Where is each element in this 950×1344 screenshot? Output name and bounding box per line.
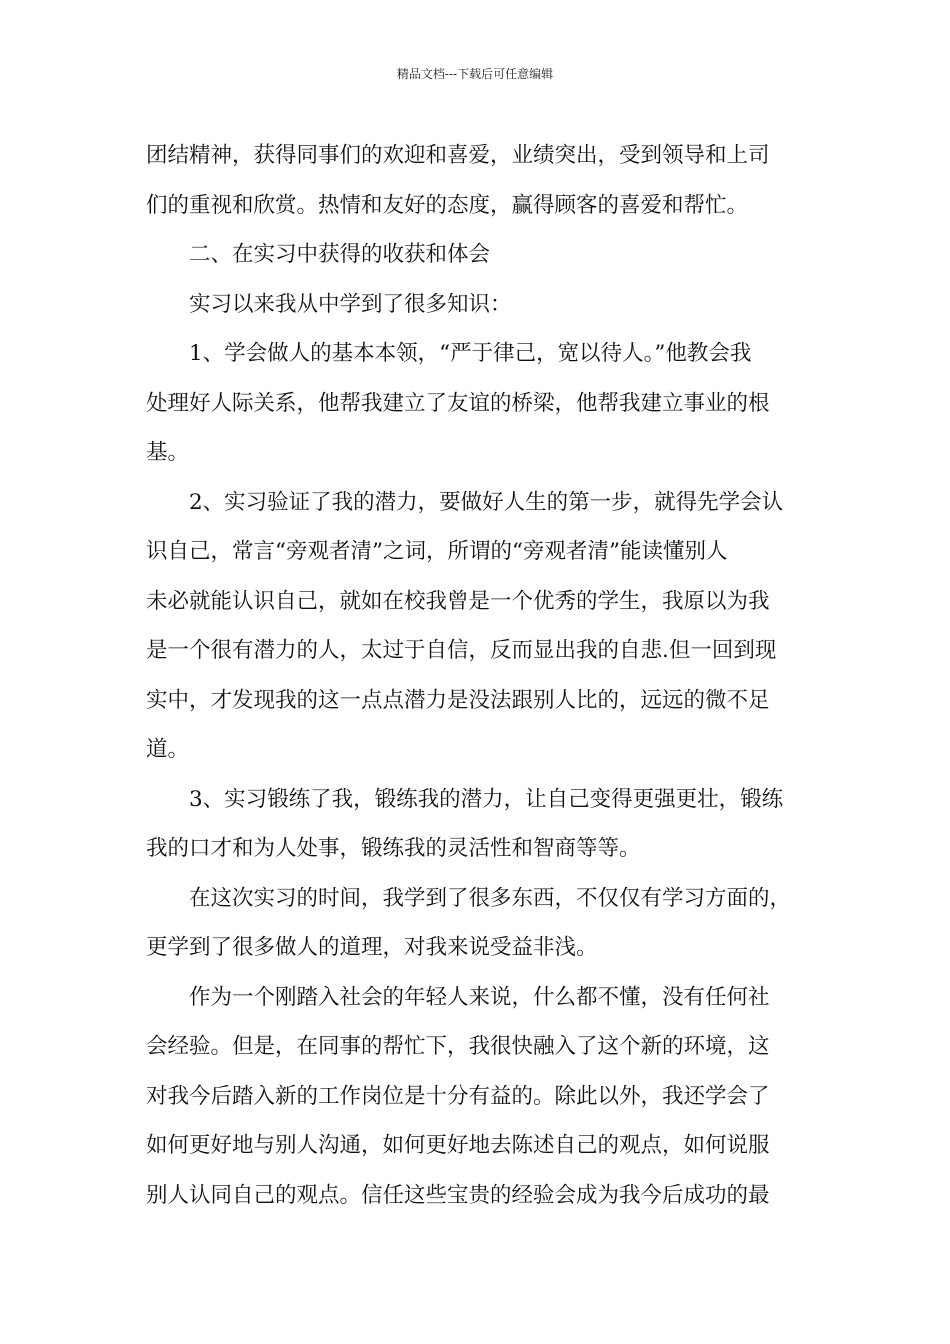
text-line: 是一个很有潜力的人，太过于自信，反而显出我的自悲.但一回到现: [146, 638, 777, 663]
text-line: 道。: [146, 737, 190, 762]
section-heading: 二、在实习中获得的收获和体会: [146, 242, 491, 267]
text-line: 如何更好地与别人沟通，如何更好地去陈述自己的观点，如何说服: [146, 1133, 770, 1158]
text-line: 识自己，常言“旁观者清”之词，所谓的“旁观者清”能读懂别人: [146, 539, 728, 564]
text-line: 会经验。但是，在同事的帮忙下，我很快融入了这个新的环境，这: [146, 1034, 770, 1059]
text-line: 1、学会做人的基本本领，“严于律己，宽以待人。”他教会我: [146, 341, 752, 366]
text-line: 别人认同自己的观点。信任这些宝贵的经验会成为我今后成功的最: [146, 1182, 770, 1208]
text-line: 实中，才发现我的这一点点潜力是没法跟别人比的，远远的微不足: [146, 687, 770, 713]
document-body: [146, 131, 814, 1220]
text-line: 处理好人际关系，他帮我建立了友谊的桥梁，他帮我建立事业的根: [146, 390, 770, 416]
text-line: 未必就能认识自己，就如在校我曾是一个优秀的学生，我原以为我: [146, 588, 770, 614]
page-header: 精品文档---下载后可任意编辑: [396, 67, 554, 81]
text-line: 实习以来我从中学到了很多知识：: [146, 291, 512, 317]
text-line: 更学到了很多做人的道理，对我来说受益非浅。: [146, 935, 598, 960]
text-line: 作为一个刚踏入社会的年轻人来说，什么都不懂，没有任何社: [146, 984, 770, 1010]
text-line: 我的口才和为人处事，锻练我的灵活性和智商等等。: [146, 836, 641, 861]
text-line: 2、实习验证了我的潜力，要做好人生的第一步，就得先学会认: [146, 489, 784, 515]
text-line: 在这次实习的时间，我学到了很多东西，不仅仅有学习方面的，: [146, 885, 792, 911]
text-line: 基。: [146, 440, 190, 465]
text-line: 对我今后踏入新的工作岗位是十分有益的。除此以外，我还学会了: [146, 1083, 770, 1109]
text-line: 3、实习锻练了我，锻练我的潜力，让自己变得更强更壮，锻练: [146, 786, 784, 812]
text-line: 团结精神，获得同事们的欢迎和喜爱，业绩突出，受到领导和上司: [146, 143, 770, 168]
text-line: 们的重视和欣赏。热情和友好的态度，赢得顾客的喜爱和帮忙。: [146, 192, 749, 218]
